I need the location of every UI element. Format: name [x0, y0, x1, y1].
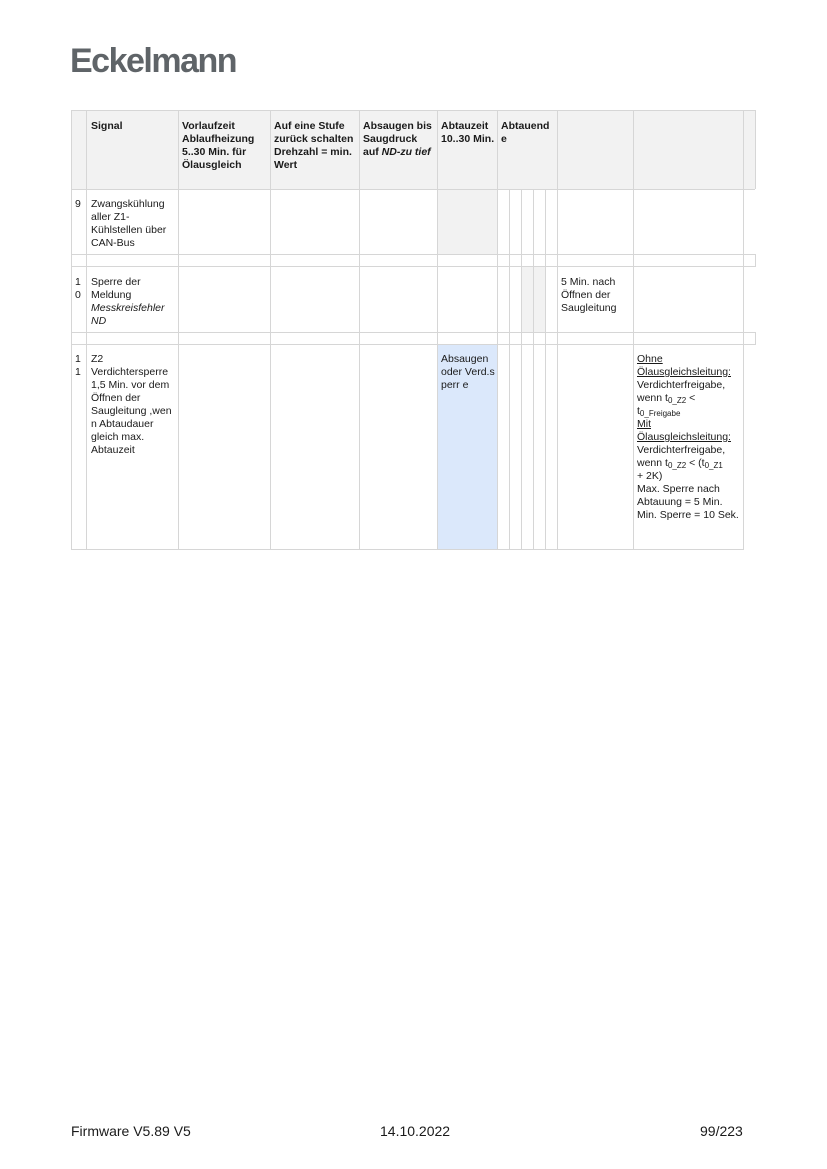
row-abtauzeit-cell: Absaugen oder Verd.sperr e: [441, 353, 495, 391]
row-note-cell: Ohne Ölausgleichsleitung: Verdichterfreigabe, wenn $t_{0\_Z2}$ < $t_{0\_Freigabe}$ Mit Ölausgleichsleitung: Verdichterfreigabe, wenn $t_{0\_Z2} < (t_{0\_Z1}$ + 2K) Max. Sperre nach Abtauung = 5 Min. Min. Sperre = 10 Sek.: [637, 353, 739, 521]
row-number: 1 0: [75, 276, 81, 301]
header-vorlaufzeit: Vorlaufzeit Ablaufheizung 5..30 Min. für Ölausgleich: [182, 120, 255, 171]
row-signal: Z2 Verdichtersperre 1,5 Min. vor dem Öffnen der Saugleitung ,wen n Abtaudauer gleich max. Abtauzeit: [91, 353, 172, 456]
row-number: 9: [75, 198, 81, 210]
header-absaugen: Absaugen bis Saugdruck auf ND-zu tief: [363, 120, 432, 158]
header-abtauzeit: Abtauzeit 10..30 Min.: [441, 120, 495, 145]
header-signal: Signal: [91, 120, 123, 132]
footer-firmware: Firmware V5.89 V5: [71, 1123, 191, 1139]
footer-date: 14.10.2022: [380, 1123, 451, 1139]
row-signal: Zwangskühlung aller Z1-Kühlstellen über CAN-Bus: [91, 198, 167, 249]
footer-page-number: 99/223: [700, 1123, 743, 1139]
row-signal: Sperre der Meldung Messkreisfehler ND: [91, 276, 165, 327]
brand-logo: Eckelmann: [70, 42, 237, 80]
header-stufe: Auf eine Stufe zurück schalten Drehzahl = min. Wert: [274, 120, 354, 171]
header-abtauende: Abtauend e: [501, 120, 550, 145]
row-number: 1 1: [75, 353, 81, 378]
row-delay-cell: 5 Min. nach Öffnen der Saugleitung: [561, 276, 617, 314]
